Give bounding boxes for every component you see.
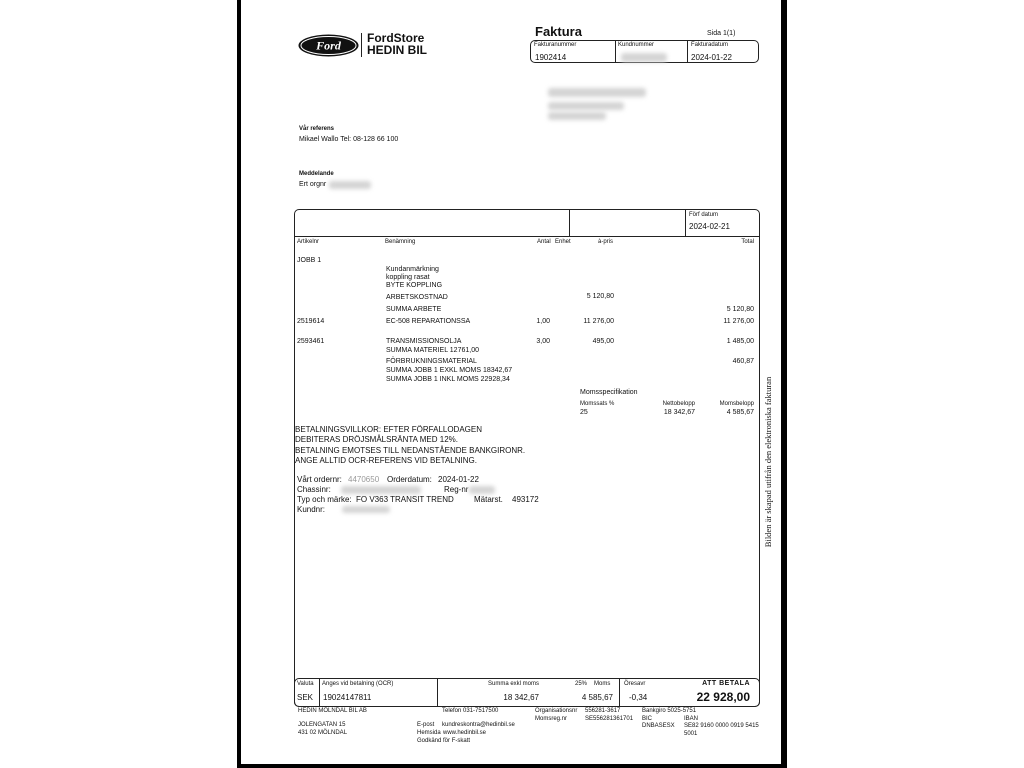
ford-logo: [298, 34, 359, 57]
col-antal: Antal: [537, 239, 551, 245]
footer-email: kundreskontra@hedinbil.se: [442, 722, 515, 728]
rounding-label: Öresavr: [624, 681, 646, 687]
row-total: 5 120,80: [726, 306, 754, 313]
col-artikelnr: Artikelnr: [297, 239, 320, 245]
footer-org-label: Organisationsnr: [535, 708, 578, 714]
col-apris: à-pris: [598, 239, 614, 245]
reference-label: Vår referens: [299, 126, 335, 132]
summary-divider-2: [437, 679, 438, 706]
customer-number-label: Kundnummer: [618, 42, 655, 48]
vat-net-label: Nettobelopp: [662, 401, 695, 407]
description-line: koppling rasat: [386, 274, 430, 281]
description-line: BYTE KOPPLING: [386, 282, 443, 289]
footer-email-label: E-post: [417, 722, 435, 728]
footer-ftax: Godkänd för F-skatt: [417, 738, 471, 744]
row-total: 11 276,00: [723, 318, 754, 325]
total-to-pay: 22 928,00: [696, 690, 750, 704]
row-antal: 3,00: [536, 338, 550, 345]
frame-right-border: [781, 0, 787, 768]
summary-divider-3: [619, 679, 620, 706]
terms-line: BETALNINGSVILLKOR: EFTER FÖRFALLODAGEN: [295, 425, 483, 434]
job-label: JOBB 1: [297, 257, 322, 264]
footer-iban-line1: SE82 9160 0000 0919 5415: [684, 723, 759, 729]
due-box-divider-1: [569, 210, 570, 237]
model-label: Typ och märke:: [297, 495, 352, 504]
row-name: TRANSMISSIONSOLJA: [386, 338, 462, 345]
redacted-address-line3: [548, 112, 606, 120]
footer-web-label: Hemsida: [417, 730, 441, 736]
vat-rate-label: Momssats %: [580, 401, 615, 407]
rounding: -0,34: [629, 693, 648, 702]
redacted-address-line1: [548, 88, 646, 97]
redacted-customer-number-order: [342, 506, 390, 513]
row-name: FÖRBRUKNINGSMATERIAL: [386, 358, 477, 365]
odometer: 493172: [512, 495, 539, 504]
description-line: Kundanmärkning: [386, 266, 439, 273]
redacted-reg: [469, 486, 495, 494]
footer-bic-label: BIC: [642, 716, 653, 722]
vat-amount-label: Momsbelopp: [719, 401, 754, 407]
row-apris: 495,00: [592, 338, 614, 345]
svg-text:Ford: Ford: [316, 38, 341, 53]
vat-rate: 25: [580, 409, 588, 416]
vat-amount: 4 585,67: [726, 409, 754, 416]
store-name-line1: FordStore: [367, 31, 425, 45]
odometer-label: Mätarst.: [474, 495, 503, 504]
terms-line: DEBITERAS DRÖJSMÅLSRÄNTA MED 12%.: [295, 435, 458, 444]
order-number-label: Vårt ordernr:: [297, 475, 342, 484]
invoice-date: 2024-01-22: [691, 53, 732, 62]
terms-line: ANGE ALLTID OCR-REFERENS VID BETALNING.: [295, 456, 477, 465]
redacted-customer-number: [621, 53, 667, 62]
footer-iban-line2: 5001: [684, 731, 698, 737]
chassis-label: Chassinr:: [297, 485, 331, 494]
row-name: SUMMA ARBETE: [386, 306, 442, 313]
pay-label: ATT BETALA: [702, 680, 750, 687]
brand-divider: [361, 33, 362, 57]
footer-bankgiro: Bankgiro 5025-5751: [642, 708, 697, 714]
invoice-number: 1902414: [535, 53, 567, 62]
ocr-number: 19024147811: [323, 693, 372, 702]
vat-label: Moms: [594, 681, 611, 687]
vat-net: 18 342,67: [663, 409, 695, 416]
invoice-title: Faktura: [535, 24, 582, 39]
row-apris: 11 276,00: [583, 318, 614, 325]
header-divider-2: [687, 40, 688, 63]
invoice-date-label: Fakturadatum: [691, 42, 729, 48]
redacted-chassis: [341, 486, 421, 494]
row-apris: 5 120,80: [586, 293, 614, 300]
row-name: SUMMA MATERIEL 12761,00: [386, 347, 479, 354]
footer-company: HEDIN MÖLNDAL BIL AB: [298, 708, 367, 714]
row-name: EC-508 REPARATIONSSA: [386, 318, 471, 325]
row-total: 1 485,00: [726, 338, 754, 345]
page-indicator: Sida 1(1): [707, 30, 736, 37]
order-number: 4470650: [348, 475, 380, 484]
frame-bottom-border: [237, 764, 787, 768]
net-label: Summa exkl moms: [487, 681, 539, 687]
due-date-label: Förf datum: [689, 212, 719, 218]
row-article: 2593461: [297, 338, 325, 345]
reg-label: Reg-nr: [444, 485, 469, 494]
due-box-divider-2: [685, 210, 686, 237]
currency-label: Valuta: [297, 681, 314, 687]
reference-value: Mikael Wallo Tel: 08-128 66 100: [299, 136, 399, 143]
footer-web: www.hedinbil.se: [443, 730, 487, 736]
vat-spec-title: Momsspecifikation: [580, 389, 638, 396]
footer-vatreg-label: Momsreg.nr: [535, 716, 568, 722]
due-date: 2024-02-21: [689, 222, 730, 231]
vat-total: 4 585,67: [581, 693, 613, 702]
footer-street: JOLENGATAN 15: [298, 722, 346, 728]
vat-percent: 25%: [575, 681, 588, 687]
summary-divider-1: [319, 679, 320, 706]
store-name-line2: HEDIN BIL: [367, 43, 427, 57]
currency: SEK: [297, 693, 314, 702]
footer-iban-label: IBAN: [684, 716, 699, 722]
header-divider-1: [615, 40, 616, 63]
row-name: ARBETSKOSTNAD: [386, 294, 448, 301]
col-total: Total: [741, 239, 754, 245]
invoice-number-label: Fakturanummer: [534, 42, 577, 48]
table-header-line: [295, 236, 759, 237]
customer-number-label-order: Kundnr:: [297, 505, 326, 514]
model: FO V363 TRANSIT TREND: [356, 495, 454, 504]
footer-vatreg: SE556281361701: [585, 716, 634, 722]
terms-line: BETALNING EMOTSES TILL NEDANSTÅENDE BANKGIRONR.: [295, 446, 526, 455]
footer-phone: Telefon 031-7517500: [442, 708, 499, 714]
footer-org: 556281-3617: [585, 708, 621, 714]
net-amount: 18 342,67: [503, 693, 539, 702]
order-date: 2024-01-22: [438, 475, 479, 484]
orgnr-label: Ert orgnr: [299, 181, 327, 188]
order-date-label: Orderdatum:: [387, 475, 432, 484]
col-enhet: Enhet: [555, 239, 571, 245]
message-label: Meddelande: [299, 171, 334, 177]
ocr-label: Anges vid betalning (OCR): [322, 681, 394, 687]
row-antal: 1,00: [536, 318, 550, 325]
row-article: 2519614: [297, 318, 325, 325]
footer-city: 431 02 MÖLNDAL: [298, 730, 348, 736]
redacted-orgnr: [329, 181, 371, 189]
invoice-page: [241, 0, 781, 764]
redacted-address-line2: [548, 102, 624, 110]
col-benamning: Benämning: [385, 239, 416, 245]
row-name: SUMMA JOBB 1 EXKL MOMS 18342,67: [386, 367, 513, 374]
row-total: 460,87: [732, 358, 754, 365]
footer-bic: DNBASESX: [642, 723, 675, 729]
side-note: Bilden är skapad utifrån den elektroniska fakturan: [763, 376, 773, 548]
row-name: SUMMA JOBB 1 INKL MOMS 22928,34: [386, 376, 510, 383]
